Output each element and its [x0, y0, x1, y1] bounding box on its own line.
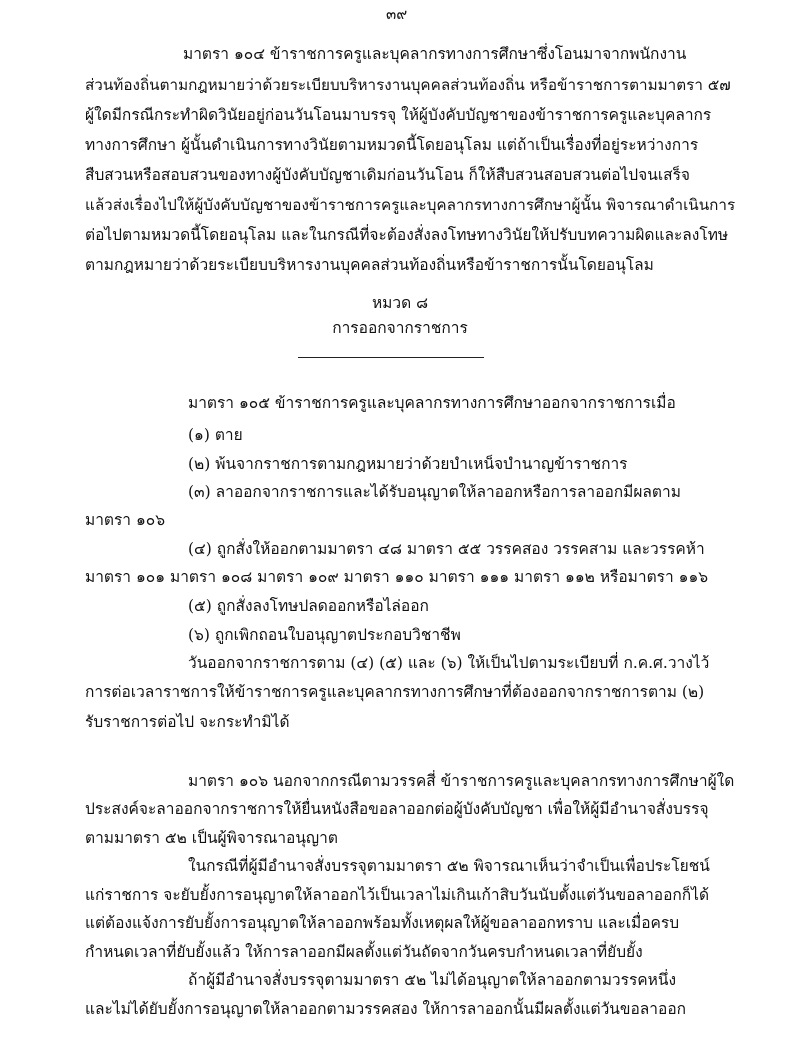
section-104-line: มาตรา ๑๐๔ ข้าราชการครูและบุคลากรทางการศึกษาซึ่งโอนมาจากพนักงาน: [183, 45, 687, 63]
section-106-line: กำหนดเวลาที่ยับยั้งแล้ว ให้การลาออกมีผลตั้งแต่วันถัดจากวันครบกำหนดเวลาที่ยับยั้ง: [85, 943, 643, 961]
section-106-line: มาตรา ๑๐๖ นอกจากกรณีตามวรรคสี่ ข้าราชการครูและบุคลากรทางการศึกษาผู้ใด: [188, 772, 735, 790]
section-104-line: สืบสวนหรือสอบสวนของทางผู้บังคับบัญชาเดิมก่อนวันโอน ก็ให้สืบสวนสอบสวนต่อไปจนเสร็จ: [85, 166, 690, 184]
section-105-item: (๔) ถูกสั่งให้ออกตามมาตรา ๔๘ มาตรา ๕๕ วรรคสอง วรรคสาม และวรรคห้า: [188, 540, 705, 558]
section-104-line: แล้วส่งเรื่องไปให้ผู้บังคับบัญชาของข้าราชการครูและบุคลากรทางการศึกษาผู้นั้น พิจารณาดำเนินการ: [85, 196, 736, 214]
section-106-line: แก่ราชการ จะยับยั้งการอนุญาตให้ลาออกไว้เป็นเวลาไม่เกินเก้าสิบวันนับตั้งแต่วันขอลาออกก็ได้: [85, 886, 710, 904]
section-105-line: การต่อเวลาราชการให้ข้าราชการครูและบุคลากรทางการศึกษาที่ต้องออกจากราชการตาม (๒): [85, 683, 705, 701]
section-105-item: (๖) ถูกเพิกถอนใบอนุญาตประกอบวิชาชีพ: [188, 626, 461, 644]
section-106-line: ในกรณีที่ผู้มีอำนาจสั่งบรรจุตามมาตรา ๕๒ พิจารณาเห็นว่าจำเป็นเพื่อประโยชน์: [188, 857, 710, 875]
section-104-line: ต่อไปตามหมวดนี้โดยอนุโลม และในกรณีที่จะต้องสั่งลงโทษทางวินัยให้ปรับบทความผิดและลงโทษ: [85, 226, 729, 244]
section-105-item: (๑) ตาย: [188, 426, 243, 444]
page-number: ๓๙: [386, 5, 408, 23]
section-106-line: ประสงค์จะลาออกจากราชการให้ยื่นหนังสือขอลาออกต่อผู้บังคับบัญชา เพื่อให้ผู้มีอำนาจสั่งบรรจุ: [85, 800, 709, 818]
chapter-title: การออกจากราชการ: [332, 319, 468, 337]
section-105-line: มาตรา ๑๐๖: [85, 511, 166, 529]
section-104-line: ผู้ใดมีกรณีกระทำผิดวินัยอยู่ก่อนวันโอนมาบรรจุ ให้ผู้บังคับบัญชาของข้าราชการครูและบุคลากร: [85, 106, 712, 124]
section-106-line: และไม่ได้ยับยั้งการอนุญาตให้ลาออกตามวรรคสอง ให้การลาออกนั้นมีผลตั้งแต่วันขอลาออก: [85, 1000, 687, 1018]
section-105-item: (๓) ลาออกจากราชการและได้รับอนุญาตให้ลาออกหรือการลาออกมีผลตาม: [188, 483, 681, 501]
chapter-number: หมวด ๘: [371, 294, 429, 312]
section-105-line: วันออกจากราชการตาม (๔) (๕) และ (๖) ให้เป็นไปตามระเบียบที่ ก.ค.ศ.วางไว้: [188, 654, 710, 672]
section-104-line: ส่วนท้องถิ่นตามกฎหมายว่าด้วยระเบียบบริหารงานบุคคลส่วนท้องถิ่น หรือข้าราชการตามมาตรา ๕๗: [85, 76, 731, 94]
section-105-line: มาตรา ๑๐๕ ข้าราชการครูและบุคลากรทางการศึกษาออกจากราชการเมื่อ: [188, 394, 676, 412]
section-104-line: ทางการศึกษา ผู้นั้นดำเนินการทางวินัยตามหมวดนี้โดยอนุโลม แต่ถ้าเป็นเรื่องที่อยู่ระหว่างการ: [85, 136, 699, 154]
section-105-line: มาตรา ๑๐๑ มาตรา ๑๐๘ มาตรา ๑๐๙ มาตรา ๑๑๐ มาตรา ๑๑๑ มาตรา ๑๑๒ หรือมาตรา ๑๑๖: [85, 568, 709, 586]
section-106-line: ถ้าผู้มีอำนาจสั่งบรรจุตามมาตรา ๕๒ ไม่ได้อนุญาตให้ลาออกตามวรรคหนึ่ง: [188, 971, 677, 989]
section-105-item: (๒) พ้นจากราชการตามกฎหมายว่าด้วยบำเหน็จบำนาญข้าราชการ: [188, 455, 628, 473]
section-104-line: ตามกฎหมายว่าด้วยระเบียบบริหารงานบุคคลส่วนท้องถิ่นหรือข้าราชการนั้นโดยอนุโลม: [85, 256, 654, 274]
section-105-item: (๕) ถูกสั่งลงโทษปลดออกหรือไล่ออก: [188, 597, 429, 615]
section-106-line: แต่ต้องแจ้งการยับยั้งการอนุญาตให้ลาออกพร้อมทั้งเหตุผลให้ผู้ขอลาออกทราบ และเมื่อครบ: [85, 914, 680, 932]
section-106-line: ตามมาตรา ๕๒ เป็นผู้พิจารณาอนุญาต: [85, 829, 338, 847]
section-105-line: รับราชการต่อไป จะกระทำมิได้: [85, 713, 290, 731]
chapter-divider: [298, 357, 484, 358]
